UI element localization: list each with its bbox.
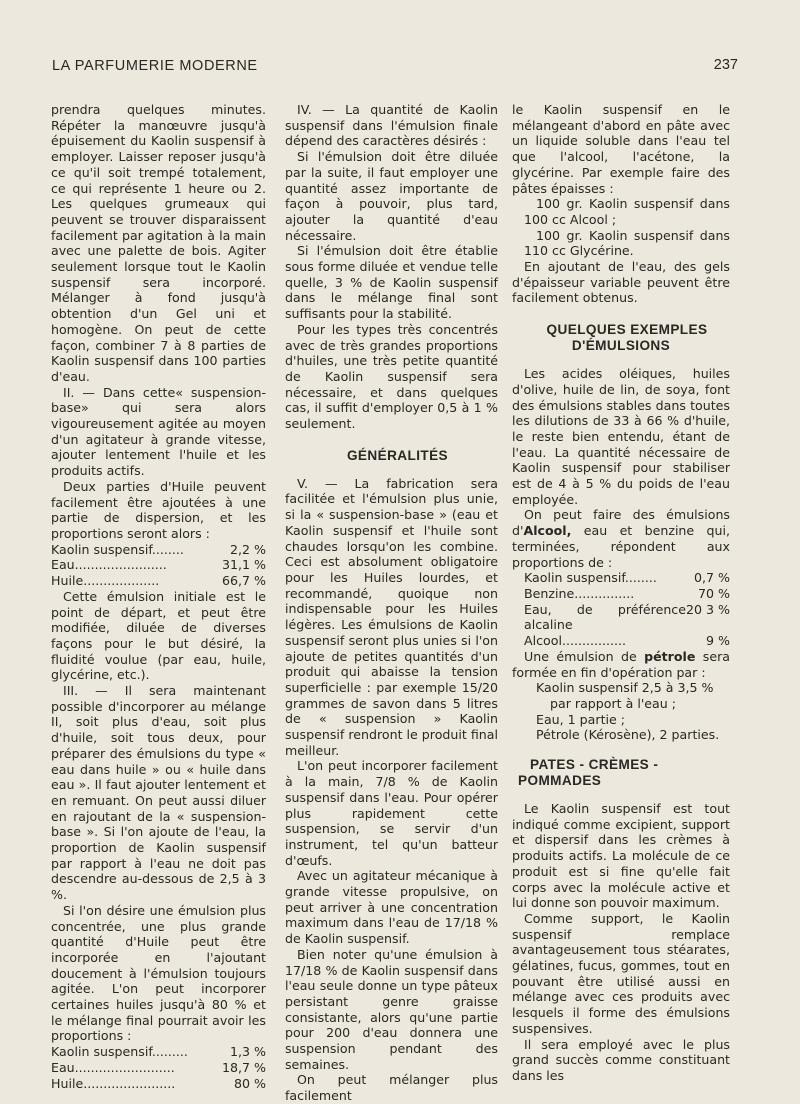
table-value: 80 %	[234, 1075, 266, 1091]
bold-term: Alcool,	[523, 523, 572, 539]
table-label: Benzine...............	[524, 585, 635, 601]
column-2	[285, 102, 498, 1104]
table-row	[524, 602, 730, 633]
recipe-line: Pétrole (Kérosène), 2 parties.	[536, 727, 720, 743]
table-label: Huile.......................	[51, 1075, 176, 1091]
table-row	[51, 1060, 266, 1076]
paragraph: En ajoutant de l'eau, des gels d'épaisseur variable peuvent être facilement obtenus.	[512, 259, 730, 306]
text-run: On peut faire des émulsions d'	[512, 507, 730, 539]
section-heading-generalites: GÉNÉRALITÉS	[346, 447, 449, 463]
paragraph: Avec un agitateur mécanique à grande vitesse propulsive, on peut arriver à une concentration maximum dans l'eau de 17/18 % de Kaolin suspensif.	[285, 868, 498, 947]
table-value: 20 3 %	[685, 601, 730, 617]
table-label: Kaolin suspensif........	[524, 570, 657, 586]
table-value: 18,7 %	[221, 1059, 266, 1075]
paragraph	[512, 649, 730, 680]
paragraph: Pour les types très concentrés avec de très grandes proportions d'huiles, une très petite quantité de Kaolin suspensif sera nécessaire, et dans quelques cas, il suffit d'employer 0,5 à 1 % seulement.	[285, 321, 498, 432]
table-row	[51, 1076, 266, 1092]
paragraph: le Kaolin suspensif en le mélangeant d'abord en pâte avec un liquide soluble dans l'eau tel que l'alcool, l'acétone, la glycérine. Par exemple faire des pâtes épaisses :	[512, 102, 730, 196]
paragraph: Il sera employé avec le plus grand succès comme constituant dans les	[512, 1036, 730, 1083]
table-row	[51, 1044, 266, 1060]
running-head: LA PARFUMERIE MODERNE	[52, 58, 258, 74]
paragraph: Les acides oléiques, huiles d'olive, huile de lin, de soya, font des émulsions stables dans toutes les dilutions de 33 à 66 % d'huile, le reste bien entendu, étant de l'eau. La quantité nécessaire de Kaolin suspensif pour stabiliser est de 4 à 5 % du poids de l'eau employée.	[512, 366, 730, 507]
table-label: Kaolin suspensif........	[51, 541, 184, 557]
table-label: Eau.........................	[51, 1059, 175, 1075]
proportions-table-1	[51, 542, 266, 589]
paragraph: Bien noter qu'une émulsion à 17/18 % de Kaolin suspensif dans l'eau seule donne un type pâteux persistant genre graisse consistante, alors qu'une partie pour 200 d'eau donnera une suspension pendant des semaines.	[285, 946, 498, 1072]
column-1	[51, 102, 266, 1091]
table-value: 0,7 %	[694, 570, 730, 586]
table-label: Eau, de préférence alcaline	[524, 601, 686, 633]
table-value: 70 %	[698, 585, 730, 601]
table-row	[51, 542, 266, 558]
recipe-line: 100 gr. Kaolin suspensif dans 110 cc Glycérine.	[524, 227, 730, 259]
paragraph: On peut mélanger plus facilement	[285, 1072, 498, 1104]
table-value: 31,1 %	[221, 557, 266, 573]
paragraph: Le Kaolin suspensif est tout indiqué comme excipient, support et dispersif dans les crèmes à produits actifs. La molécule de ce produit est si fine qu'elle fait corps avec la molécule active et lui donne son pouvoir maximum.	[512, 801, 730, 911]
text-run: sera formée en fin d'opération par :	[512, 648, 730, 680]
paragraph: Si l'émulsion doit être établie sous forme diluée et vendue telle quelle, 3 % de Kaolin suspensif dans le mélange final sont suffisants pour la stabilité.	[285, 243, 498, 322]
table-row	[524, 586, 730, 602]
table-value: 2,2 %	[230, 541, 266, 557]
section-heading-pates: PATES - CRÈMES - POMMADES	[518, 757, 659, 789]
paragraph: III. — Il sera maintenant possible d'incorporer au mélange II, soit plus d'eau, soit plus d'huile, soit tous deux, pour préparer des émulsions du type « eau dans huile » ou « huile dans eau ». Il faut ajouter lentement et en remuant. On peut aussi diluer en rajoutant de la « suspension-base ». Si l'on ajoute de l'eau, la proportion de Kaolin suspensif par rapport à l'eau ne doit pas descendre au-dessous de 2,5 à 3 %.	[51, 683, 266, 903]
paragraph: L'on peut incorporer facilement à la main, 7/8 % de Kaolin suspensif dans l'eau. Pour opérer plus rapidement cette suspension, se servir d'un instrument, tel qu'un batteur d'œufs.	[285, 758, 498, 868]
table-label: Alcool................	[524, 633, 626, 649]
text-run: eau et benzine qui, terminées, répondent aux proportions de :	[512, 523, 730, 570]
paragraph: Si l'émulsion doit être diluée par la suite, il faut employer une quantité assez importante de façon à pouvoir, plus tard, ajouter la quantité d'eau nécessaire.	[285, 149, 498, 243]
proportions-table-3	[524, 570, 730, 649]
paragraph: Si l'on désire une émulsion plus concentrée, une plus grande quantité d'Huile peut être incorporée en l'ajoutant doucement à l'émulsion toujours agitée. L'on peut incorporer certaines huiles jusqu'à 80 % et le mélange final pourrait avoir les proportions :	[51, 902, 266, 1044]
column-3	[512, 102, 730, 1084]
page-number: 237	[713, 57, 738, 73]
table-row	[51, 557, 266, 573]
paragraph: Deux parties d'Huile peuvent facilement être ajoutées à une partie de dispersion, et les proportions seront alors :	[51, 478, 266, 541]
table-label: Huile...................	[51, 573, 160, 589]
recipe-line: par rapport à l'eau ;	[550, 695, 676, 711]
table-row	[51, 573, 266, 589]
recipe-line: 100 gr. Kaolin suspensif dans 100 cc Alcool ;	[524, 196, 730, 227]
table-value: 9 %	[706, 633, 730, 649]
paragraph: V. — La fabrication sera facilitée et l'émulsion plus unie, si la « suspension-base » (eau et Kaolin suspensif et l'huile sont chaudes lorsqu'on les combine. Ceci est absolument obligatoire pour les Huiles lourdes, et recommandé, quoique non indispensable pour les Huiles légères. Les émulsions de Kaolin suspensif seront plus unies si l'on ajoute de petites quantités d'un produit qui abaisse la tension superficielle : par exemple 15/20 grammes de savon dans 5 litres de « suspension » Kaolin suspensif rendront le produit final meilleur.	[285, 475, 498, 758]
text-run: Une émulsion de	[524, 648, 645, 664]
paragraph	[512, 507, 730, 570]
table-row	[524, 633, 730, 649]
bold-term: pétrole	[644, 648, 696, 664]
paragraph: prendra quelques minutes. Répéter la manœuvre jusqu'à épuisement du Kaolin suspensif à employer. Laisser reposer jusqu'à ce qu'il soit trempé totalement, ce qui représente 1 heure ou 2. Les quelques grumeaux qui peuvent se trouver disparaissent facilement par agitation à la main avec une palette de bois. Agiter seulement lorsque tout le Kaolin suspensif sera incorporé. Mélanger à fond jusqu'à obtention d'un Gel uni et homogène. On peut de cette façon, combiner 7 à 8 parties de Kaolin suspensif dans 100 parties d'eau.	[51, 102, 266, 384]
table-label: Kaolin suspensif.........	[51, 1044, 188, 1060]
paragraph: Comme support, le Kaolin suspensif remplace avantageusement tous stéarates, gélatines, fucus, gommes, tout en pouvant être utilisé aussi en mélange avec ces produits avec lesquels il forme des émulsions suspensives.	[512, 910, 730, 1036]
proportions-table-2	[51, 1044, 266, 1091]
table-value: 66,7 %	[221, 573, 266, 589]
paragraph: Cette émulsion initiale est le point de départ, et peut être modifiée, diluée de diverses façons pour le but désiré, la fluidité voulue (par eau, huile, glycérine, etc.).	[51, 588, 266, 683]
paragraph: IV. — La quantité de Kaolin suspensif dans l'émulsion finale dépend des caractères désirés :	[285, 102, 498, 149]
recipe-line: Eau, 1 partie ;	[536, 711, 625, 727]
paragraph: II. — Dans cette« suspension-base» qui sera alors vigoureusement agitée au moyen d'un agitateur à grande vitesse, ajouter lentement l'huile et les produits actifs.	[51, 384, 266, 479]
recipe-line: Kaolin suspensif 2,5 à 3,5 %	[536, 680, 714, 696]
table-label: Eau.......................	[51, 557, 167, 573]
section-heading-emulsions: QUELQUES EXEMPLES D'ÉMULSIONS	[546, 322, 708, 354]
table-value: 1,3 %	[230, 1044, 266, 1060]
table-row	[524, 570, 730, 586]
